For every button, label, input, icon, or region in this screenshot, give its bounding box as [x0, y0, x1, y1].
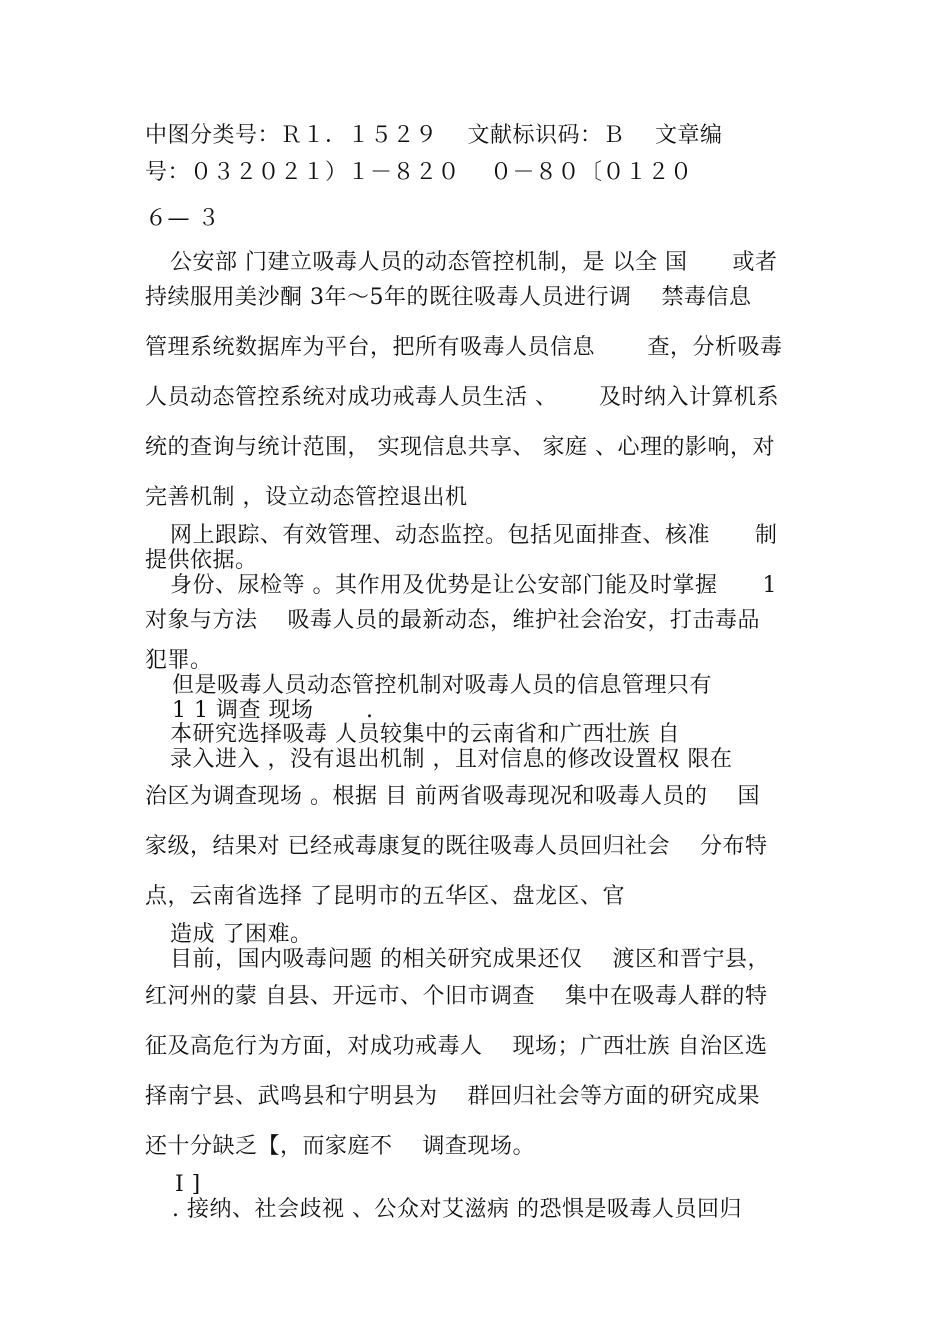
citation-mark: I ]	[175, 1172, 201, 1197]
text-line: 还十分缺乏【，而家庭不 调查现场。	[145, 1134, 535, 1159]
text-line: 号：０３２０２１）１－８２０ ０－８０〔０１２０	[145, 160, 693, 185]
text-line: 但是吸毒人员动态管控机制对吸毒人员的信息管理只有	[172, 673, 713, 698]
text-line: 提供依据。	[145, 548, 258, 573]
text-line: 红河州的蒙 自县、开远市、个旧市调查 集中在吸毒人群的特	[145, 984, 768, 1009]
text-line: 中图分类号：Ｒ１．１５２９ 文献标识码：Ｂ 文章编	[145, 123, 723, 148]
text-line: 管理系统数据库为平台，把所有吸毒人员信息 查，分析吸毒	[145, 335, 783, 360]
text-line: . 接纳、社会歧视 、公众对艾滋病 的恐惧是吸毒人员回归	[172, 1197, 742, 1222]
text-line: 家级，结果对 已经戒毒康复的既往吸毒人员回归社会 分布特	[145, 834, 768, 859]
text-line: 完善机制 ，设立动态管控退出机	[145, 485, 468, 510]
text-line: 网上跟踪、有效管理、动态监控。包括见面排查、核准 制	[170, 523, 778, 548]
text-line: 身份、尿检等 。其作用及优势是让公安部门能及时掌握 1	[170, 573, 777, 598]
text-line: 持续服用美沙酮 3年～5年的既往吸毒人员进行调 禁毒信息	[145, 285, 752, 310]
text-line: 本研究选择吸毒 人员较集中的云南省和广西壮族 自	[170, 722, 680, 747]
text-line: ６— ３	[145, 206, 220, 231]
text-line: 择南宁县、武鸣县和宁明县为 群回归社会等方面的研究成果	[145, 1084, 760, 1109]
text-line: 统的查询与统计范围， 实现信息共享、 家庭 、心理的影响，对	[145, 435, 775, 460]
text-line: 对象与方法 吸毒人员的最新动态，维护社会治安，打击毒品	[145, 608, 760, 633]
text-line: 人员动态管控系统对成功戒毒人员生活 、 及时纳入计算机系	[145, 385, 779, 410]
text-line: 造成 了困难。	[170, 922, 313, 947]
section-heading: 1 1 调查 现场 .	[172, 698, 374, 723]
text-line: 治区为调查现场 。根据 目 前两省吸毒现况和吸毒人员的 国	[145, 784, 760, 809]
text-line: 录入进入 ，没有退出机制 ，且对信息的修改设置权 限在	[170, 747, 733, 772]
text-line: 目前，国内吸毒问题 的相关研究成果还仅 渡区和晋宁县，	[170, 947, 770, 972]
text-line: 犯罪。	[145, 648, 213, 673]
text-line: 征及高危行为方面，对成功戒毒人 现场；广西壮族 自治区选	[145, 1034, 768, 1059]
text-line: 点，云南省选择 了昆明市的五华区、盘龙区、官	[145, 884, 625, 909]
text-line: 公安部 门建立吸毒人员的动态管控机制，是 以全 国 或者	[170, 250, 778, 275]
